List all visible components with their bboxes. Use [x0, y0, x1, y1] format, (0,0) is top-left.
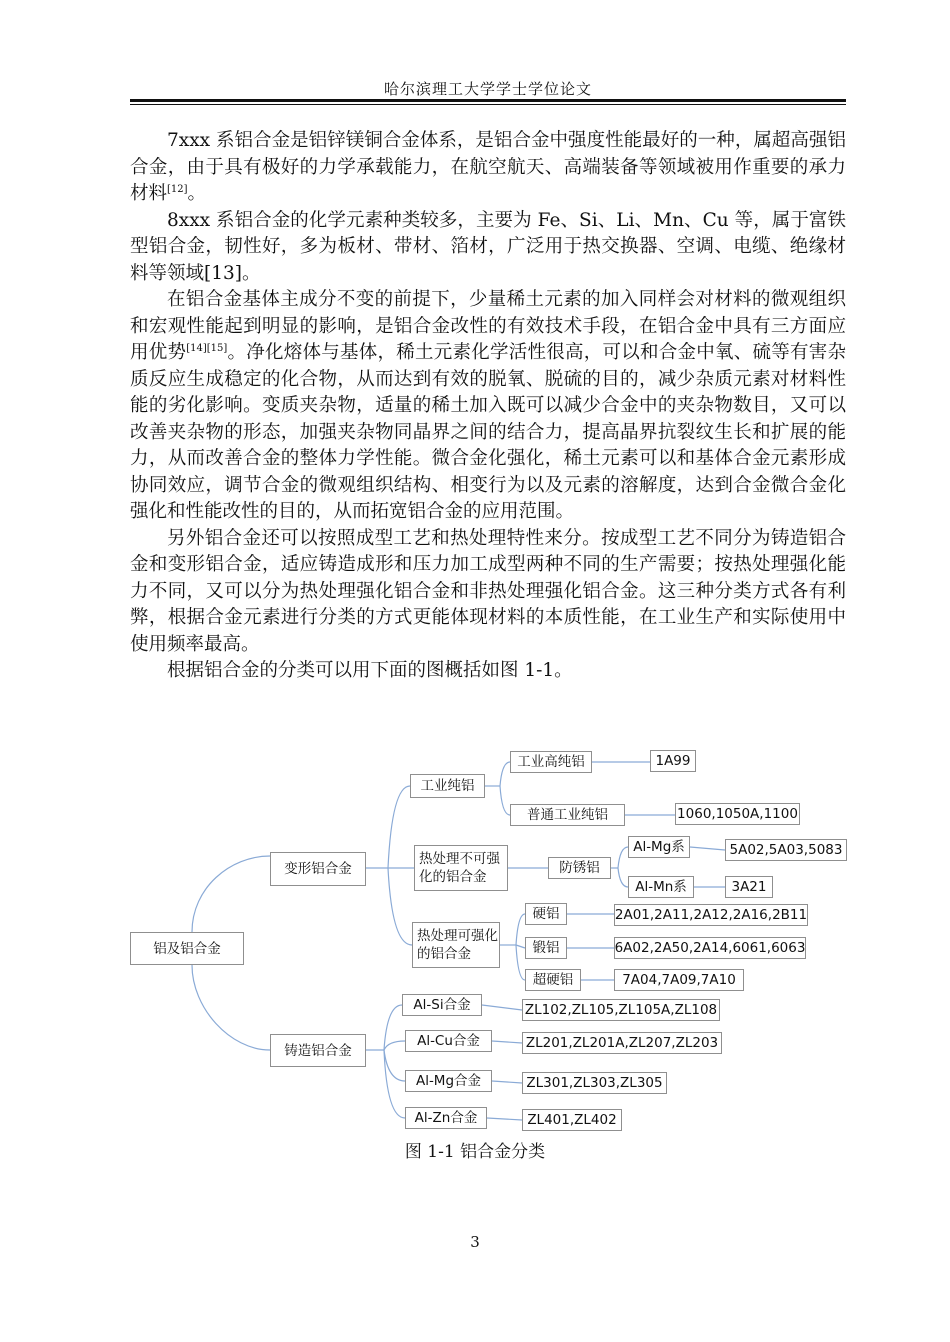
page-number: 3 — [470, 1233, 480, 1251]
normal-pure-grades-node: 1060,1050A,1100 — [675, 803, 800, 825]
connector-root-cast — [192, 965, 270, 1050]
connector-rust-mn — [618, 868, 628, 887]
non-heat-treatable-node: 热处理不可强化的铝合金 — [414, 845, 508, 891]
connector-cast-zn — [384, 1050, 405, 1118]
connector-pure-high — [500, 762, 510, 786]
alloy-classification-diagram — [120, 738, 860, 1138]
al-mn-series-grades-node: 3A21 — [725, 876, 773, 898]
root-node: 铝及铝合金 — [130, 932, 244, 965]
connector-rust-mg — [618, 847, 628, 868]
super-hard-al-node: 超硬铝 — [525, 969, 581, 991]
al-zn-alloy-node: Al-Zn合金 — [405, 1107, 487, 1129]
heat-treatable-node: 热处理可强化的铝合金 — [412, 922, 500, 968]
connector-wrought-heat — [388, 868, 412, 945]
connector-mg-cast-grades — [492, 1081, 522, 1083]
al-si-alloy-node: Al-Si合金 — [402, 994, 482, 1016]
wrought-node: 变形铝合金 — [270, 852, 366, 886]
al-mg-cast-grades-node: ZL301,ZL303,ZL305 — [522, 1072, 667, 1094]
connector-cast-si — [384, 1005, 402, 1050]
forged-al-grades-node: 6A02,2A50,2A14,6061,6063 — [614, 937, 806, 959]
figure-caption: 图 1-1 铝合金分类 — [404, 1142, 546, 1162]
hard-al-node: 硬铝 — [525, 903, 567, 925]
high-pure-al-node: 工业高纯铝 — [510, 751, 592, 773]
super-hard-al-grades-node: 7A04,7A09,7A10 — [614, 969, 744, 991]
rust-proof-node: 防锈铝 — [548, 857, 611, 879]
connector-heat-forged — [516, 945, 525, 948]
paragraph-figure-intro: 根据铝合金的分类可以用下面的图概括如图 1-1。 — [167, 660, 573, 681]
al-mn-series-node: Al-Mn系 — [628, 876, 694, 898]
forged-al-node: 锻铝 — [525, 937, 567, 959]
connector-cu-grades — [492, 1041, 522, 1043]
normal-pure-al-node: 普通工业纯铝 — [510, 804, 625, 826]
paragraph-8xxx: 8xxx 系铝合金的化学元素种类较多，主要为 Fe、Si、Li、Mn、Cu 等，属于富铁型铝合金，韧性好，多为板材、带材、箔材，广泛用于热交换器、空调、电缆、绝缘材料等领域[13]。 — [130, 209, 846, 284]
citation: [12] — [167, 183, 188, 195]
connector-cast-mg — [384, 1050, 405, 1081]
cast-node: 铸造铝合金 — [270, 1034, 366, 1067]
hard-al-grades-node: 2A01,2A11,2A12,2A16,2B11 — [614, 904, 808, 926]
connector-si-grades — [482, 1005, 522, 1010]
al-cu-alloy-node: Al-Cu合金 — [405, 1030, 492, 1052]
al-mg-series-node: Al-Mg系 — [628, 836, 690, 858]
al-zn-grades-node: ZL401,ZL402 — [522, 1109, 622, 1131]
pure-al-node: 工业纯铝 — [410, 774, 485, 798]
connector-mg-grades — [690, 847, 725, 850]
connector-heat-superhard — [516, 945, 525, 980]
al-si-grades-node: ZL102,ZL105,ZL105A,ZL108 — [522, 999, 720, 1021]
body-text — [130, 128, 846, 685]
al-mg-alloy-node: Al-Mg合金 — [405, 1070, 492, 1092]
connector-heat-hard — [516, 914, 525, 945]
running-header: 哈尔滨理工大学学士学位论文 — [383, 80, 592, 98]
paragraph-rare-earth: 在铝合金基体主成分不变的前提下，少量稀土元素的加入同样会对材料的微观组织和宏观性能起到明显的影响，是铝合金改性的有效技术手段，在铝合金中具有三方面应用优势[14][15]。净化熔体与基体，稀土元素化学活性很高，可以和合金中氧、硫等有害杂质反应生成稳定的化合物，从而达到有效的脱氧、脱硫的目的，减少杂质元素对材料性能的劣化影响。变质夹杂物，适量的稀土加入既可以减少合金中的夹杂物数目，又可以改善夹杂物的形态，加强夹杂物同晶界之间的结合力，提高晶界抗裂纹生长和扩展的能力，从而改善合金的整体力学性能。微合金化强化，稀土元素可以和基体合金元素形成协同效应，调节合金的微观组织结构、相变行为以及元素的溶解度，达到合金微合金化强化和性能改性的目的，从而拓宽铝合金的应用范围。 — [130, 289, 846, 522]
al-cu-grades-node: ZL201,ZL201A,ZL207,ZL203 — [522, 1032, 722, 1054]
al-mg-series-grades-node: 5A02,5A03,5083 — [725, 839, 847, 861]
connector-zn-grades — [487, 1118, 522, 1120]
connector-root-wrought — [192, 856, 270, 932]
connector-pure-normal — [500, 786, 510, 815]
connector-wrought-pure — [388, 786, 410, 868]
header-rule-thick — [130, 99, 846, 102]
citation: [14][15] — [186, 342, 228, 354]
paragraph-classification: 另外铝合金还可以按照成型工艺和热处理特性来分。按成型工艺不同分为铸造铝合金和变形铝合金，适应铸造成形和压力加工成型两种不同的生产需要；按热处理强化能力不同，又可以分为热处理强化铝合金和非热处理强化铝合金。这三种分类方式各有利弊，根据合金元素进行分类的方式更能体现材料的本质性能，在工业生产和实际使用中使用频率最高。 — [130, 527, 846, 655]
header-rule-thin — [130, 104, 846, 105]
connector-cast-cu — [384, 1041, 405, 1050]
high-pure-grade-node: 1A99 — [650, 750, 696, 772]
paragraph-7xxx: 7xxx 系铝合金是铝锌镁铜合金体系，是铝合金中强度性能最好的一种，属超高强铝合金，由于具有极好的力学承载能力，在航空航天、高端装备等领域被用作重要的承力材料[12]。 — [130, 130, 846, 204]
